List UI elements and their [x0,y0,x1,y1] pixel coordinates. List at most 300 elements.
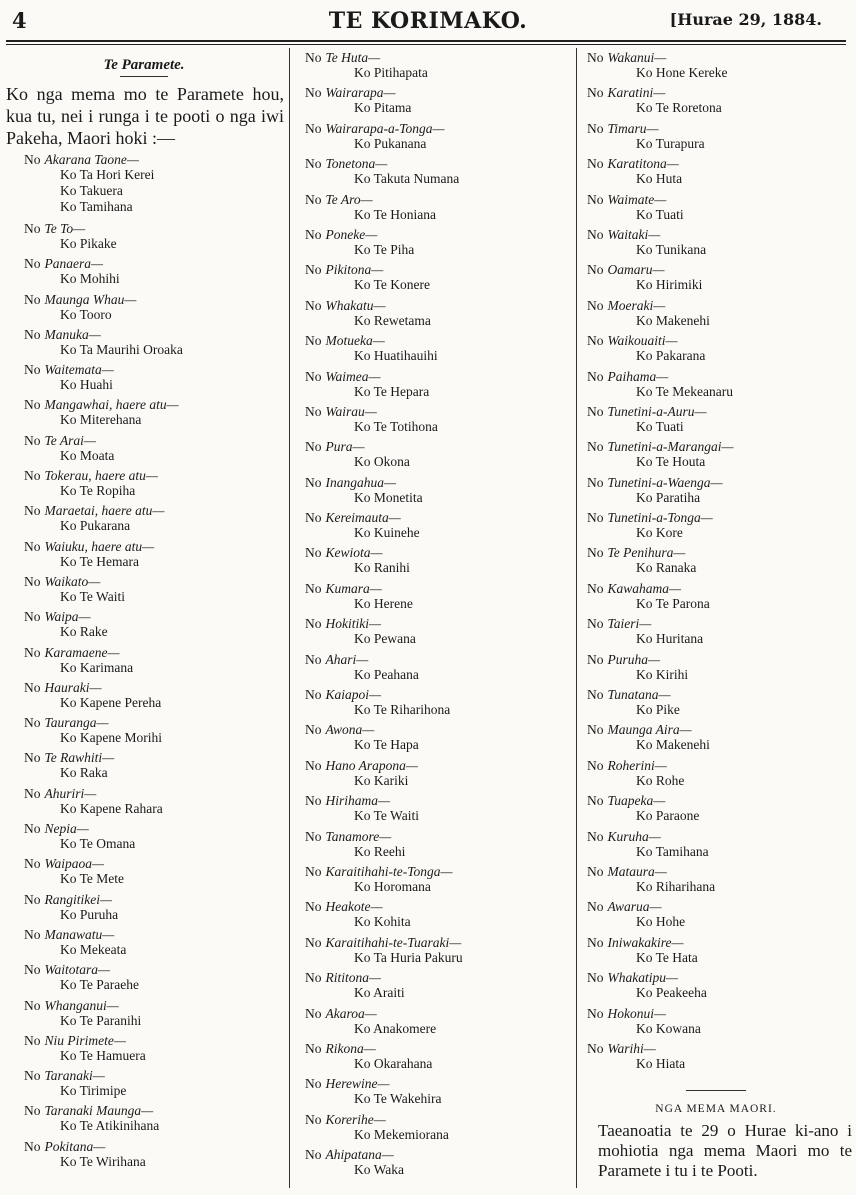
electorate-entry [4,362,284,397]
no-label: No [24,291,41,307]
electorate-line [4,397,284,412]
electorate-line [298,687,574,702]
electorate-entry [298,616,574,651]
electorate-entry [298,192,574,227]
no-label: No [305,474,322,490]
electorate-name: Kawahama— [607,580,682,596]
electorate-name: Tunetini-a-Tonga— [607,510,713,526]
electorate-line [4,962,284,977]
member-name: Ko Tuati [636,418,684,434]
member-name: Ko Te Parona [636,595,710,611]
member-name: Ko Raka [60,765,108,781]
electorate-line [580,722,852,737]
electorate-name: Niu Pirimete— [44,1032,126,1048]
no-label: No [305,1005,322,1021]
member-name: Ko Tirimipe [60,1083,127,1099]
electorate-entry [580,333,852,368]
no-label: No [24,397,41,413]
no-label: No [24,679,41,695]
member-name: Ko Te Mekeanaru [636,383,734,399]
member-name: Ko Peahana [354,666,419,682]
electorate-line [4,1103,284,1118]
electorate-line [580,439,852,454]
member-list-col1 [4,152,284,1174]
no-label: No [587,863,604,879]
electorate-name: Awarua— [607,899,662,915]
no-label: No [305,226,322,242]
member-name: Ko Makenehi [636,312,710,328]
maori-members-note: Taeanoatia te 29 o Hurae ki-ano i mohiotia nga mema Maori mo te Paramete i tu i te Pooti. [598,1121,852,1181]
no-label: No [305,687,322,703]
no-label: No [587,580,604,596]
electorate-name: Taranaki— [44,1068,105,1084]
electorate-line [580,652,852,667]
electorate-name: Whakatipu— [607,970,678,986]
no-label: No [24,221,41,236]
electorate-name: Maunga Aira— [607,722,692,738]
electorate-entry [580,121,852,156]
no-label: No [305,580,322,596]
electorate-line [4,927,284,942]
electorate-name: Wakanui— [607,50,667,65]
electorate-name: Puruha— [607,651,661,667]
electorate-name: Oamaru— [607,262,665,278]
member-name: Ko Te Roretona [636,100,722,116]
no-label: No [587,793,604,809]
section-rule [686,1090,746,1091]
electorate-entry [4,786,284,821]
no-label: No [305,262,322,278]
electorate-line [580,475,852,490]
electorate-line [4,856,284,871]
no-label: No [305,439,322,455]
electorate-entry [298,333,574,368]
no-label: No [587,545,604,561]
no-label: No [24,962,41,978]
electorate-entry [298,970,574,1005]
electorate-entry [4,221,284,256]
electorate-entry [4,292,284,327]
member-name: Ko Kapene Pereha [60,694,162,710]
electorate-name: Karamaene— [44,644,120,660]
no-label: No [587,439,604,455]
electorate-line [580,333,852,348]
electorate-name: Panaera— [44,256,103,272]
electorate-line [4,221,284,236]
no-label: No [587,651,604,667]
electorate-name: Kumara— [325,580,382,596]
header-rule-thin [6,44,846,45]
electorate-entry [580,156,852,191]
member-name: Ko Te Mete [60,871,125,887]
electorate-name: Taranaki Maunga— [44,1103,154,1119]
electorate-name: Korerihe— [325,1111,386,1127]
electorate-line [298,439,574,454]
electorate-name: Tonetona— [325,156,388,172]
electorate-name: Waitaki— [607,226,661,242]
electorate-name: Waipa— [44,609,91,625]
member-name: Ko Paratiha [636,489,701,505]
electorate-entry [4,680,284,715]
electorate-entry [4,856,284,891]
electorate-entry [298,404,574,439]
electorate-entry [298,369,574,404]
electorate-name: Motueka— [325,333,385,349]
electorate-entry [298,545,574,580]
member-name: Ko Miterehana [60,412,142,428]
electorate-line [4,292,284,307]
member-name: Ko Tuati [636,206,684,222]
electorate-line [580,156,852,171]
electorate-line [4,1139,284,1154]
no-label: No [24,926,41,942]
no-label: No [587,828,604,844]
member-name: Ko Kapene Morihi [60,730,162,746]
electorate-entry [298,829,574,864]
electorate-entry [580,616,852,651]
electorate-name: Waiuku, haere atu— [44,538,155,554]
electorate-name: Hokonui— [607,1005,666,1021]
electorate-line [580,581,852,596]
member-name: Ko Tooro [60,306,112,322]
member-name: Ko Moata [60,447,115,463]
no-label: No [305,510,322,526]
electorate-name: Karaitihahi-te-Tuaraki— [325,934,462,950]
electorate-line [298,970,574,985]
no-label: No [305,368,322,384]
no-label: No [305,934,322,950]
electorate-line [298,404,574,419]
electorate-entry [4,1139,284,1174]
electorate-line [4,609,284,624]
member-name: Ko Horomana [354,878,431,894]
electorate-line [298,581,574,596]
electorate-entry [298,298,574,333]
electorate-entry [580,404,852,439]
electorate-entry [580,475,852,510]
member-name: Ko Takuta Numana [354,171,460,187]
member-name: Ko Pitama [354,100,412,116]
electorate-line [4,892,284,907]
no-label: No [305,1076,322,1092]
electorate-name: Te Arai— [44,432,96,448]
electorate-line [298,652,574,667]
page-number: 4 [12,8,27,33]
no-label: No [24,715,41,731]
header-rule [6,40,846,42]
electorate-entry [580,722,852,757]
electorate-line [298,227,574,242]
electorate-line [4,327,284,342]
no-label: No [24,362,41,378]
electorate-line [298,1112,574,1127]
electorate-name: Tauranga— [44,715,109,731]
electorate-entry [580,687,852,722]
member-name: Ko Ranaka [636,560,697,576]
electorate-entry [4,1068,284,1103]
no-label: No [587,333,604,349]
electorate-entry [4,327,284,362]
no-label: No [305,1040,322,1056]
no-label: No [24,152,41,167]
no-label: No [305,297,322,313]
member-name: Ko Te Waiti [60,588,125,604]
electorate-entry [298,899,574,934]
member-name: Ko Te Piha [354,241,415,257]
no-label: No [305,156,322,172]
electorate-name: Hokitiki— [325,616,381,632]
electorate-name: Pokitana— [44,1138,106,1154]
electorate-entry [580,262,852,297]
no-label: No [587,687,604,703]
electorate-entry [4,468,284,503]
no-label: No [24,326,41,342]
member-name: Ko Reehi [354,843,406,859]
electorate-line [4,998,284,1013]
electorate-line [298,262,574,277]
electorate-name: Mangawhai, haere atu— [44,397,179,413]
electorate-name: Pikitona— [325,262,384,278]
member-name: Ko Kuinehe [354,525,420,541]
no-label: No [587,899,604,915]
electorate-line [298,1006,574,1021]
member-name: Ko Pike [636,702,680,718]
member-name: Ko Waka [354,1162,405,1178]
electorate-entry [298,1041,574,1076]
member-name: Ko Te Houta [636,454,706,470]
member-name: Ko Te Hamuera [60,1047,146,1063]
electorate-line [298,793,574,808]
electorate-name: Kuruha— [607,828,661,844]
electorate-name: Pura— [325,439,365,455]
no-label: No [587,1040,604,1056]
electorate-line [298,899,574,914]
member-name: Ko Ta Huria Pakuru [354,949,463,965]
member-name: Ko Te Atikinihana [60,1118,160,1134]
no-label: No [305,403,322,419]
no-label: No [587,85,604,101]
member-name: Ko Pukarana [60,518,131,534]
electorate-line [4,503,284,518]
electorate-line [4,715,284,730]
electorate-name: Taieri— [607,616,652,632]
electorate-name: Kaiapoi— [325,687,382,703]
electorate-line [298,50,574,65]
electorate-name: Kewiota— [325,545,383,561]
electorate-line [580,121,852,136]
member-name: Ko Kore [636,525,683,541]
electorate-name: Wairarapa— [325,85,396,101]
member-name: Ko Anakomere [354,1020,437,1036]
member-name: Ko Paraone [636,808,700,824]
electorate-line [4,1033,284,1048]
electorate-name: Tuapeka— [607,793,666,809]
electorate-entry [580,935,852,970]
no-label: No [24,256,41,272]
electorate-name: Waikouaiti— [607,333,678,349]
electorate-line [4,786,284,801]
electorate-name: Whanganui— [44,997,119,1013]
member-name: Ko Monetita [354,489,423,505]
electorate-line [298,369,574,384]
electorate-line [4,362,284,377]
member-name: Ko Araiti [354,985,405,1001]
member-name: Ko Te Totihona [354,418,438,434]
no-label: No [305,333,322,349]
electorate-entry [4,1103,284,1138]
no-label: No [587,50,604,65]
member-name: Ko Te Hemara [60,553,140,569]
electorate-line [4,680,284,695]
electorate-name: Rikona— [325,1040,376,1056]
column-3 [580,50,852,1181]
electorate-entry [4,821,284,856]
electorate-entry [580,227,852,262]
electorate-name: Wairarapa-a-Tonga— [325,120,445,136]
no-label: No [24,821,41,837]
electorate-entry [4,998,284,1033]
electorate-line [580,758,852,773]
electorate-entry [4,645,284,680]
no-label: No [587,262,604,278]
electorate-line [298,829,574,844]
electorate-name: Manawatu— [44,926,115,942]
electorate-line [298,510,574,525]
electorate-entry [580,510,852,545]
no-label: No [587,510,604,526]
member-name: Ko Kirihi [636,666,689,682]
electorate-name: Ahuriri— [44,785,97,801]
electorate-entry [580,298,852,333]
electorate-line [580,864,852,879]
electorate-line [298,935,574,950]
member-name: Ko Hohe [636,914,686,930]
member-name: Ko Pukanana [354,135,427,151]
member-name: Ko Pitihapata [354,65,428,80]
no-label: No [587,120,604,136]
no-label: No [587,757,604,773]
electorate-name: Tanamore— [325,828,392,844]
electorate-line [298,192,574,207]
electorate-entry [4,503,284,538]
member-name: Ko Te Riharihona [354,702,451,718]
member-name: Ko Rewetama [354,312,431,328]
electorate-line [580,829,852,844]
electorate-name: Tunetini-a-Waenga— [607,474,723,490]
electorate-line [580,899,852,914]
electorate-name: Karatitona— [607,156,679,172]
electorate-name: Warihi— [607,1040,656,1056]
electorate-entry [298,935,574,970]
no-label: No [587,226,604,242]
electorate-line [298,864,574,879]
electorate-entry [4,609,284,644]
no-label: No [24,750,41,766]
electorate-line [298,156,574,171]
member-name: Ko Kowana [636,1020,701,1036]
electorate-line [580,510,852,525]
electorate-entry [298,758,574,793]
section-title: Te Paramete. [103,57,185,73]
electorate-line [4,152,284,167]
no-label: No [587,616,604,632]
electorate-entry [4,433,284,468]
member-name: Ko Te Hepara [354,383,430,399]
electorate-line [580,369,852,384]
member-name: Ko Te Hata [636,949,698,965]
electorate-line [298,121,574,136]
electorate-line [298,85,574,100]
electorate-entry [298,156,574,191]
member-name: Ko Rohe [636,772,685,788]
electorate-name: Akarana Taone— [44,152,139,167]
electorate-name: Maraetai, haere atu— [44,503,165,519]
member-name: Ko Te Wakehira [354,1091,442,1107]
electorate-name: Manuka— [44,326,101,342]
member-name: Ko Makenehi [636,737,710,753]
electorate-entry [4,927,284,962]
electorate-name: Ahipatana— [325,1147,394,1163]
member-list-col3 [580,50,852,1076]
electorate-name: Awona— [325,722,375,738]
electorate-name: Inangahua— [325,474,396,490]
page-header [0,0,856,44]
electorate-name: Herewine— [325,1076,390,1092]
electorate-name: Akaroa— [325,1005,377,1021]
member-name: Ko Hiata [636,1055,686,1071]
electorate-entry [580,899,852,934]
issue-date: [Hurae 29, 1884. [669,10,822,29]
no-label: No [305,757,322,773]
electorate-entry [298,439,574,474]
electorate-entry [298,1147,574,1182]
no-label: No [24,609,41,625]
no-label: No [305,899,322,915]
column-divider [576,48,577,1188]
electorate-entry [4,750,284,785]
no-label: No [305,970,322,986]
electorate-name: Te Penihura— [607,545,686,561]
electorate-entry [580,545,852,580]
newspaper-title: TE KORIMAKO. [328,8,528,34]
member-name: Ko Hone Kereke [636,65,728,80]
electorate-line [4,256,284,271]
member-name: Ko Hirimiki [636,277,703,293]
electorate-name: Timaru— [607,120,659,136]
no-label: No [24,503,41,519]
electorate-entry [298,1006,574,1041]
electorate-entry [298,581,574,616]
electorate-name: Ahari— [325,651,369,667]
electorate-entry [4,962,284,997]
electorate-entry [4,539,284,574]
electorate-line [4,433,284,448]
member-name: Ko Mohihi [60,271,120,287]
electorate-entry [580,439,852,474]
no-label: No [587,474,604,490]
no-label: No [587,156,604,172]
electorate-entry [580,1041,852,1076]
electorate-line [298,1076,574,1091]
no-label: No [305,863,322,879]
electorate-entry [580,864,852,899]
electorate-entry [298,227,574,262]
no-label: No [305,651,322,667]
electorate-line [4,539,284,554]
electorate-line [580,545,852,560]
no-label: No [305,1147,322,1163]
member-name: Ko Te Ropiha [60,483,136,499]
